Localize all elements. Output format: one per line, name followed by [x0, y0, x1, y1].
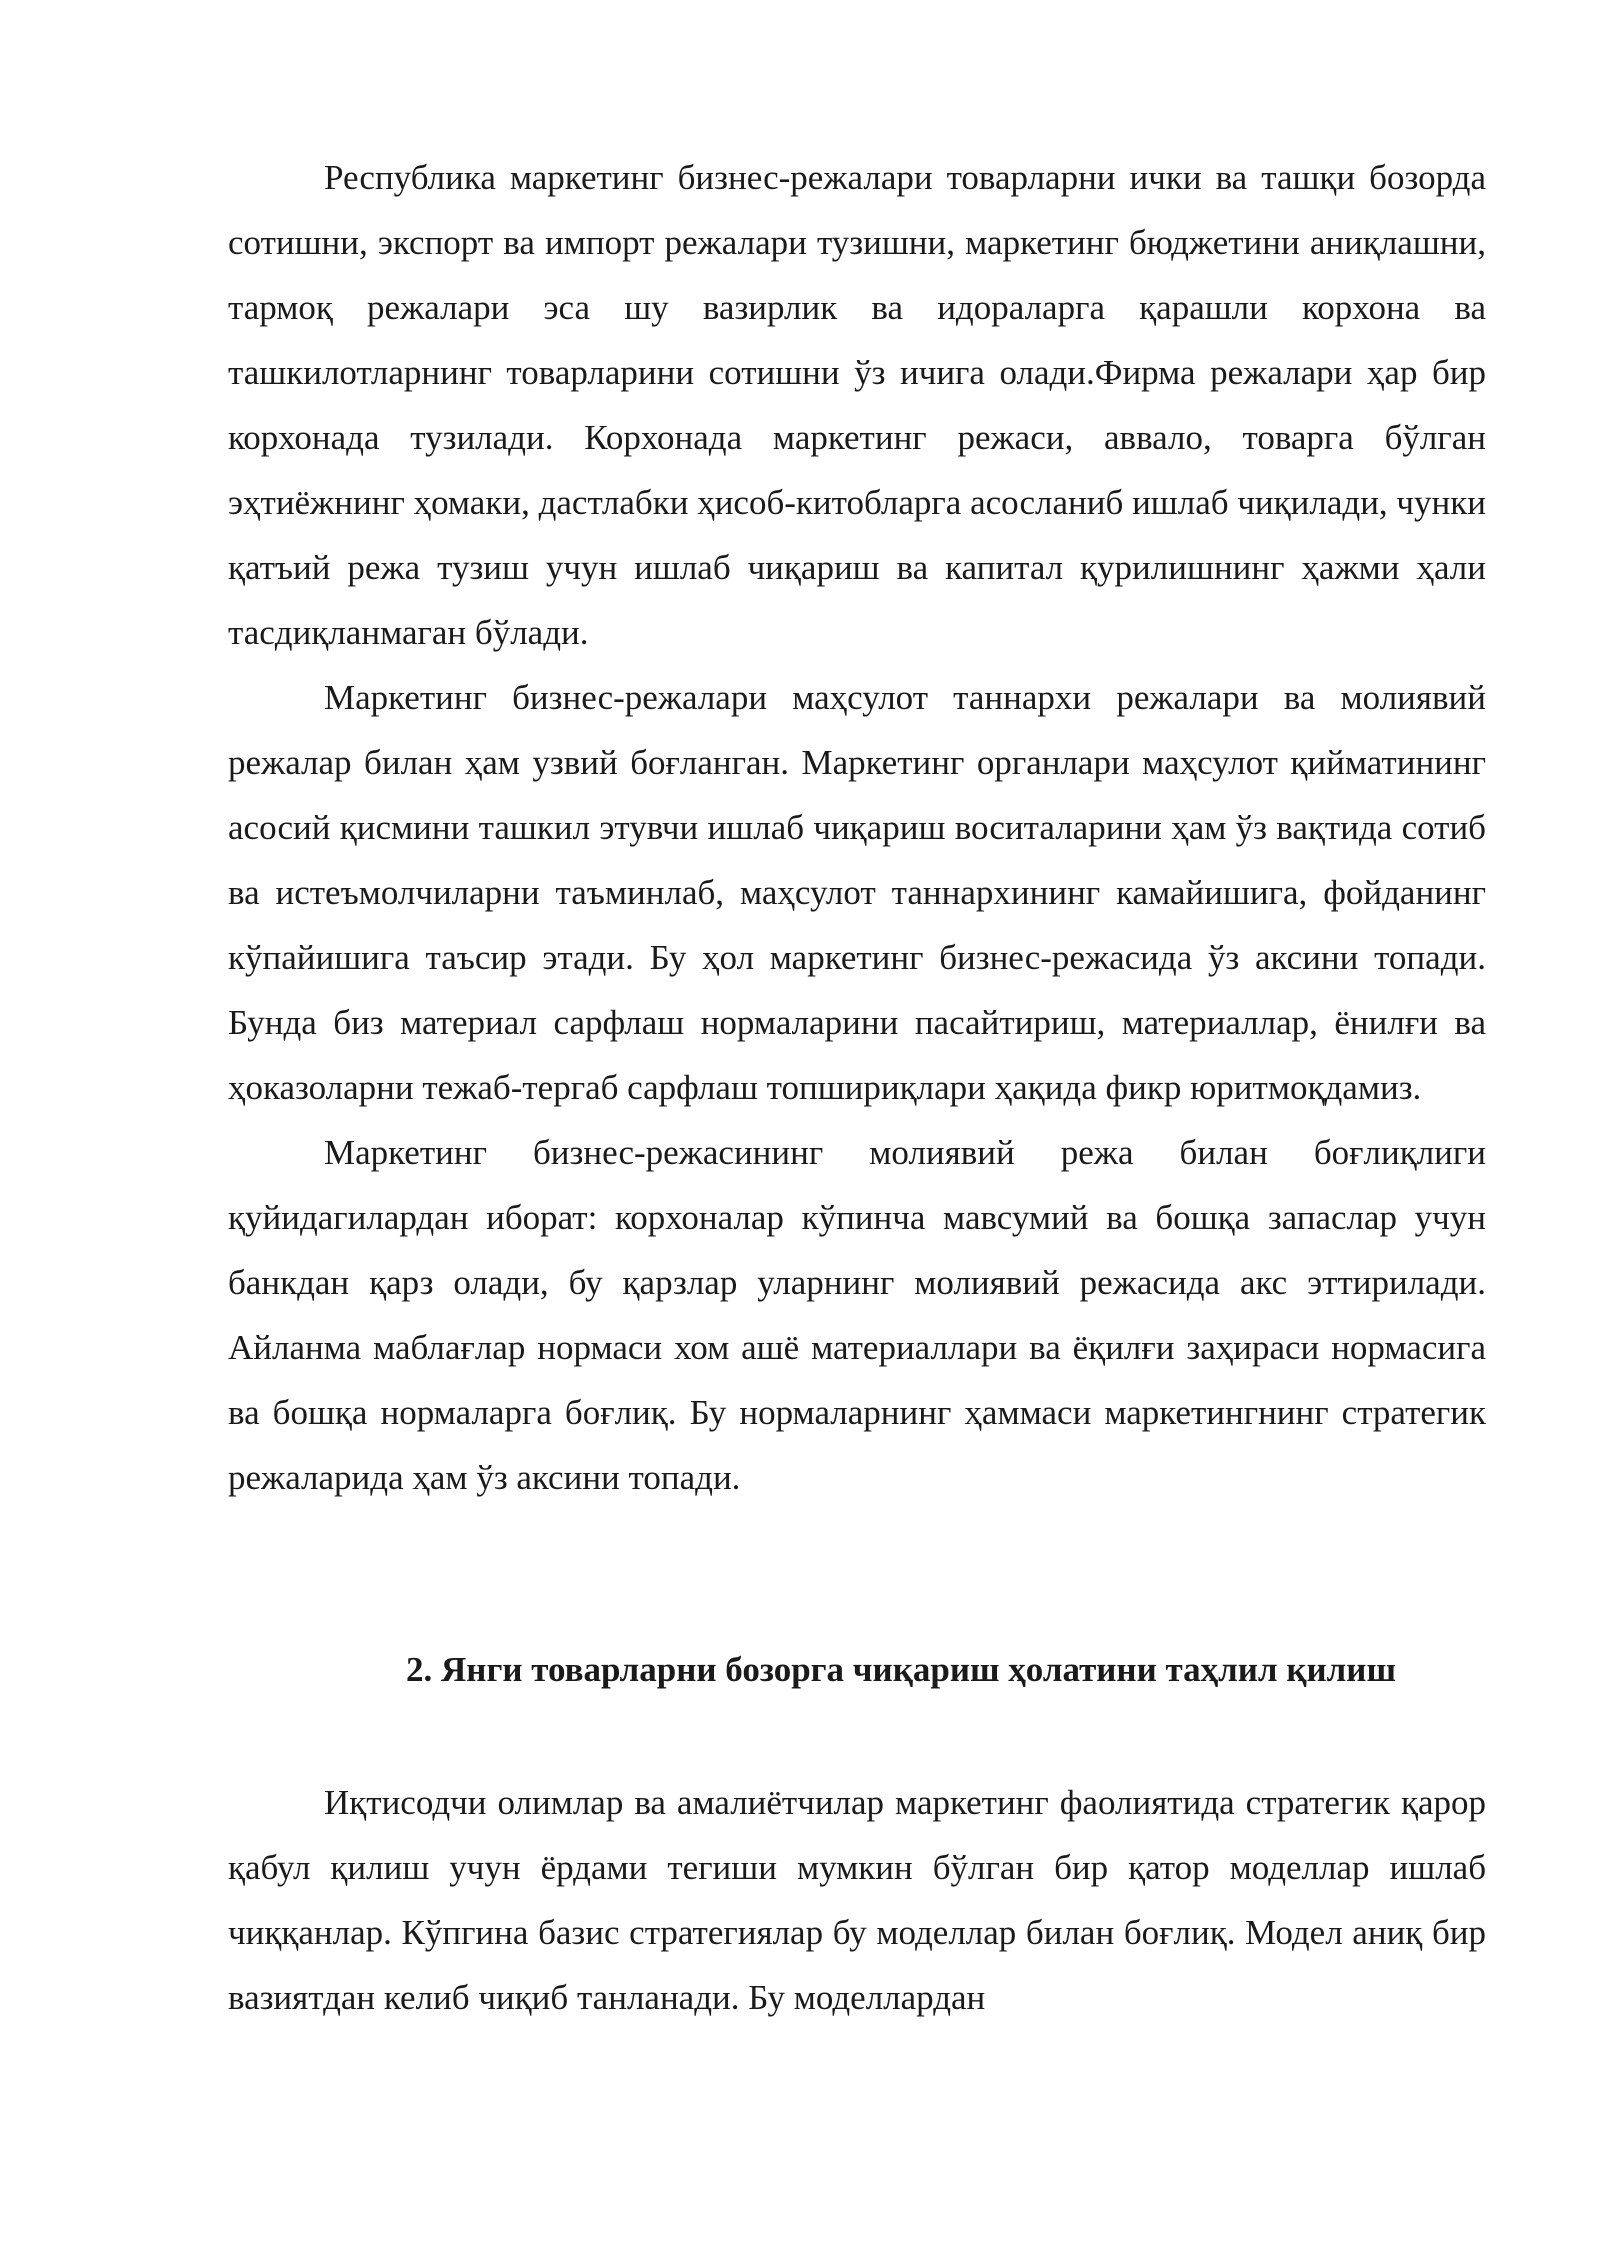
- body-text-top: [228, 145, 1486, 1510]
- paragraph-4: Иқтисодчи олимлар ва амалиётчилар маркетинг фаолиятида стратегик қарор қабул қилиш учун ёрдами тегиши мумкин бўлган бир қатор моделлар ишлаб чиққанлар. Кўпгина базис стратегиялар бу моделлар билан боғлиқ. Модел аниқ бир вазиятдан келиб чиқиб танланади. Бу моделлардан: [228, 1783, 1486, 2017]
- paragraph-1: Республика маркетинг бизнес-режалари товарларни ички ва ташқи бозорда сотишни, экспорт ва импорт режалари тузишни, маркетинг бюджетини аниқлашни, тармоқ режалари эса шу вазирлик ва идораларга қарашли корхона ва ташкилотларнинг товарларини сотишни ўз ичига олади.Фирма режалари ҳар бир корхонада тузилади. Корхонада маркетинг режаси, аввало, товарга бўлган эҳтиёжнинг ҳомаки, дастлабки ҳисоб-китобларга асосланиб ишлаб чиқилади, чунки қатъий режа тузиш учун ишлаб чиқариш ва капитал қурилишнинг ҳажми ҳали тасдиқланмаган бўлади.: [228, 158, 1486, 652]
- section-heading: 2. Янги товарларни бозорга чиқариш ҳолатини таҳлил қилиш: [406, 1650, 1396, 1689]
- body-text-bottom: [228, 1770, 1486, 2030]
- paragraph-3: Маркетинг бизнес-режасининг молиявий режа билан боғлиқлиги қуйидагилардан иборат: корхоналар кўпинча мавсумий ва бошқа запаслар учун банкдан қарз олади, бу қарзлар уларнинг молиявий режасида акс эттирилади. Айланма маблағлар нормаси хом ашё материаллари ва ёқилғи заҳираси нормасига ва бошқа нормаларга боғлиқ. Бу нормаларнинг ҳаммаси маркетингнинг стратегик режаларида ҳам ўз аксини топади.: [228, 1133, 1486, 1497]
- paragraph-2: Маркетинг бизнес-режалари маҳсулот таннархи режалари ва молиявий режалар билан ҳам узвий боғланган. Маркетинг органлари маҳсулот қийматининг асосий қисмини ташкил этувчи ишлаб чиқариш воситаларини ҳам ўз вақтида сотиб ва истеъмолчиларни таъминлаб, маҳсулот таннархининг камайишига, фойданинг кўпайишига таъсир этади. Бу ҳол маркетинг бизнес-режасида ўз аксини топади. Бунда биз материал сарфлаш нормаларини пасайтириш, материаллар, ёнилғи ва ҳоказоларни тежаб-тергаб сарфлаш топшириқлари ҳақида фикр юритмоқдамиз.: [228, 678, 1486, 1107]
